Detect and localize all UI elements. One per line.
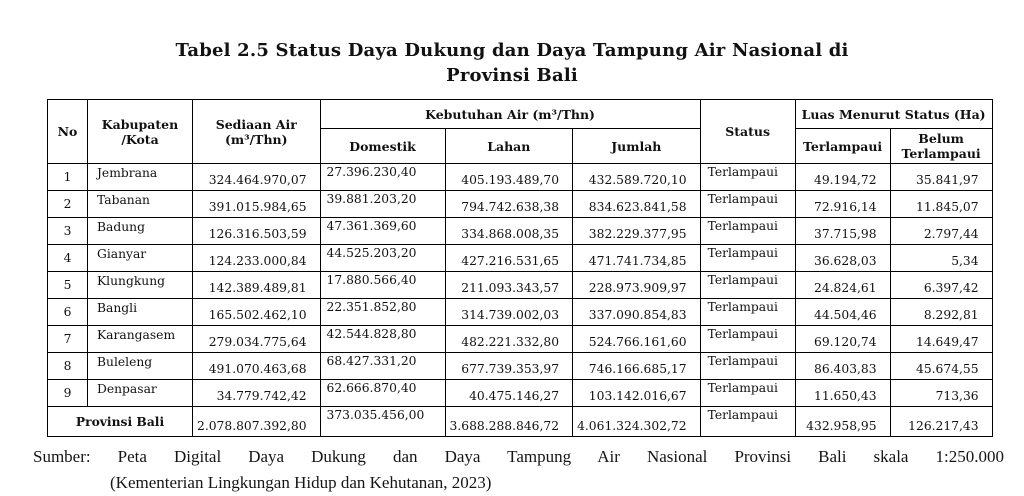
header-belum-line1: Belum	[918, 131, 964, 146]
cell-jumlah: 337.090.854,83	[573, 299, 701, 326]
table-row	[48, 245, 993, 272]
cell-sediaan: 126.316.503,59	[193, 218, 321, 245]
cell-belum: 45.674,55	[890, 353, 992, 380]
cell-belum: 5,34	[890, 245, 992, 272]
cell-lahan: 211.093.343,57	[445, 272, 573, 299]
table-row	[48, 326, 993, 353]
cell-status: Terlampaui	[700, 299, 795, 326]
total-domestik: 373.035.456,00	[320, 407, 445, 437]
total-label: Provinsi Bali	[48, 407, 193, 437]
total-lahan: 3.688.288.846,72	[445, 407, 573, 437]
cell-jumlah: 471.741.734,85	[573, 245, 701, 272]
source-citation	[33, 444, 1004, 496]
cell-terlampaui: 49.194,72	[795, 164, 890, 191]
cell-terlampaui: 69.120,74	[795, 326, 890, 353]
cell-belum: 2.797,44	[890, 218, 992, 245]
table-total-row	[48, 407, 993, 437]
cell-no: 9	[48, 380, 88, 407]
total-jumlah: 4.061.324.302,72	[573, 407, 701, 437]
header-sediaan-line2: (m³/Thn)	[224, 131, 288, 147]
cell-status: Terlampaui	[700, 380, 795, 407]
cell-sediaan: 165.502.462,10	[193, 299, 321, 326]
cell-domestik: 62.666.870,40	[320, 380, 445, 407]
cell-jumlah: 524.766.161,60	[573, 326, 701, 353]
cell-terlampaui: 24.824,61	[795, 272, 890, 299]
header-sediaan-air	[193, 100, 321, 164]
table-row	[48, 164, 993, 191]
cell-belum: 8.292,81	[890, 299, 992, 326]
cell-no: 8	[48, 353, 88, 380]
cell-kabupaten: Buleleng	[88, 353, 193, 380]
cell-belum: 35.841,97	[890, 164, 992, 191]
cell-kabupaten: Denpasar	[88, 380, 193, 407]
table-row	[48, 380, 993, 407]
cell-domestik: 44.525.203,20	[320, 245, 445, 272]
table-row	[48, 218, 993, 245]
cell-jumlah: 746.166.685,17	[573, 353, 701, 380]
cell-kabupaten: Bangli	[88, 299, 193, 326]
cell-kabupaten: Badung	[88, 218, 193, 245]
table-row	[48, 191, 993, 218]
header-domestik: Domestik	[320, 129, 445, 164]
table-title-line2: Provinsi Bali	[446, 65, 578, 86]
total-sediaan: 2.078.807.392,80	[193, 407, 321, 437]
cell-domestik: 68.427.331,20	[320, 353, 445, 380]
cell-domestik: 22.351.852,80	[320, 299, 445, 326]
cell-lahan: 677.739.353,97	[445, 353, 573, 380]
cell-status: Terlampaui	[700, 191, 795, 218]
header-kabupaten-kota	[88, 100, 193, 164]
cell-belum: 713,36	[890, 380, 992, 407]
cell-sediaan: 391.015.984,65	[193, 191, 321, 218]
cell-jumlah: 103.142.016,67	[573, 380, 701, 407]
cell-jumlah: 228.973.909,97	[573, 272, 701, 299]
cell-lahan: 334.868.008,35	[445, 218, 573, 245]
cell-domestik: 27.396.230,40	[320, 164, 445, 191]
cell-no: 5	[48, 272, 88, 299]
cell-terlampaui: 72.916,14	[795, 191, 890, 218]
cell-lahan: 794.742.638,38	[445, 191, 573, 218]
cell-status: Terlampaui	[700, 326, 795, 353]
source-line2: (Kementerian Lingkungan Hidup dan Kehutanan, 2023)	[110, 473, 492, 492]
table-row	[48, 272, 993, 299]
table-row	[48, 353, 993, 380]
cell-terlampaui: 86.403,83	[795, 353, 890, 380]
cell-terlampaui: 44.504,46	[795, 299, 890, 326]
cell-lahan: 314.739.002,03	[445, 299, 573, 326]
header-lahan: Lahan	[445, 129, 573, 164]
cell-lahan: 405.193.489,70	[445, 164, 573, 191]
cell-belum: 14.649,47	[890, 326, 992, 353]
cell-no: 7	[48, 326, 88, 353]
cell-status: Terlampaui	[700, 245, 795, 272]
cell-lahan: 482.221.332,80	[445, 326, 573, 353]
cell-kabupaten: Klungkung	[88, 272, 193, 299]
cell-domestik: 17.880.566,40	[320, 272, 445, 299]
cell-status: Terlampaui	[700, 164, 795, 191]
header-luas-menurut-status-group: Luas Menurut Status (Ha)	[795, 100, 992, 129]
cell-status: Terlampaui	[700, 218, 795, 245]
cell-kabupaten: Karangasem	[88, 326, 193, 353]
cell-no: 3	[48, 218, 88, 245]
cell-status: Terlampaui	[700, 353, 795, 380]
cell-belum: 11.845,07	[890, 191, 992, 218]
cell-sediaan: 491.070.463,68	[193, 353, 321, 380]
cell-kabupaten: Gianyar	[88, 245, 193, 272]
cell-status: Terlampaui	[700, 272, 795, 299]
total-terlampaui: 432.958,95	[795, 407, 890, 437]
header-kabupaten-line2: /Kota	[121, 131, 159, 147]
cell-sediaan: 124.233.000,84	[193, 245, 321, 272]
header-status: Status	[700, 100, 795, 164]
total-belum: 126.217,43	[890, 407, 992, 437]
cell-sediaan: 324.464.970,07	[193, 164, 321, 191]
cell-kabupaten: Tabanan	[88, 191, 193, 218]
cell-no: 1	[48, 164, 88, 191]
cell-terlampaui: 37.715,98	[795, 218, 890, 245]
cell-no: 6	[48, 299, 88, 326]
cell-no: 4	[48, 245, 88, 272]
source-line1: Sumber: Peta Digital Daya Dukung dan Daya Tampung Air Nasional Provinsi Bali skala 1:250.000	[33, 447, 1004, 466]
header-jumlah: Jumlah	[573, 129, 701, 164]
cell-jumlah: 834.623.841,58	[573, 191, 701, 218]
table-title	[0, 38, 1024, 88]
cell-domestik: 42.544.828,80	[320, 326, 445, 353]
cell-jumlah: 432.589.720,10	[573, 164, 701, 191]
header-no: No	[48, 100, 88, 164]
header-kabupaten-line1: Kabupaten	[101, 116, 179, 132]
cell-terlampaui: 11.650,43	[795, 380, 890, 407]
cell-lahan: 427.216.531,65	[445, 245, 573, 272]
cell-terlampaui: 36.628,03	[795, 245, 890, 272]
table-row	[48, 299, 993, 326]
cell-kabupaten: Jembrana	[88, 164, 193, 191]
cell-domestik: 39.881.203,20	[320, 191, 445, 218]
header-kebutuhan-air-group: Kebutuhan Air (m³/Thn)	[320, 100, 700, 129]
table-title-line1: Tabel 2.5 Status Daya Dukung dan Daya Tampung Air Nasional di	[175, 40, 849, 61]
cell-lahan: 40.475.146,27	[445, 380, 573, 407]
cell-sediaan: 142.389.489,81	[193, 272, 321, 299]
cell-sediaan: 279.034.775,64	[193, 326, 321, 353]
header-terlampaui: Terlampaui	[795, 129, 890, 164]
cell-sediaan: 34.779.742,42	[193, 380, 321, 407]
total-status: Terlampaui	[700, 407, 795, 437]
header-belum-line2: Terlampaui	[901, 146, 981, 161]
cell-no: 2	[48, 191, 88, 218]
header-sediaan-line1: Sediaan Air	[215, 116, 297, 132]
cell-domestik: 47.361.369,60	[320, 218, 445, 245]
cell-belum: 6.397,42	[890, 272, 992, 299]
document-page	[0, 38, 1024, 492]
header-belum-terlampaui	[890, 129, 992, 164]
status-daya-dukung-table	[47, 99, 993, 437]
cell-jumlah: 382.229.377,95	[573, 218, 701, 245]
